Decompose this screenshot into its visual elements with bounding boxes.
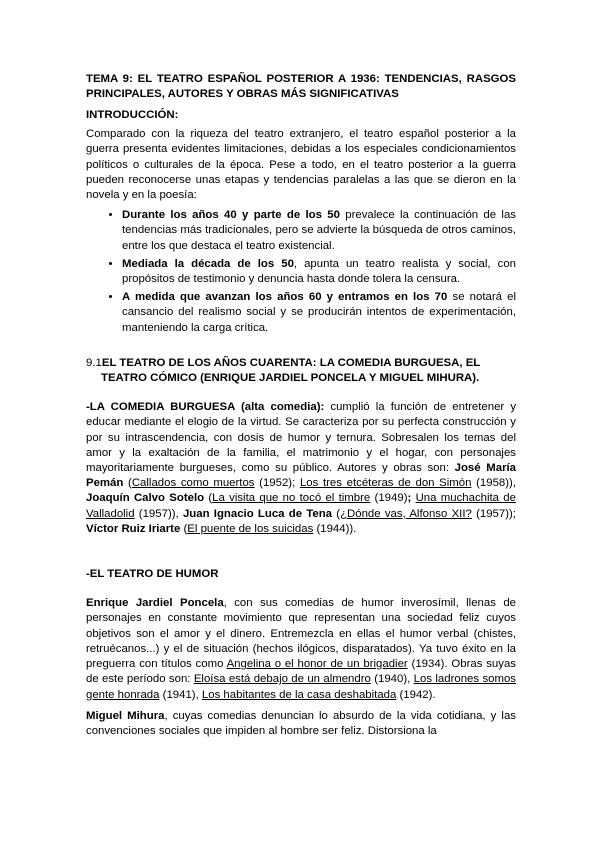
comedia-paragraph: -LA COMEDIA BURGUESA (alta comedia): cumplió la función de entretener y educar mediante el elogio de la virtud. Se caracteriza por su perfecta construcción y por su intrascendencia, con dosis de humor y ternura. Sobresalen los temas del amor y la exaltación de la familia, el matrimonio y el hogar, con personajes mayoritariamente burgueses, como su público. Autores y obras son: José María Pemán (Callados como muertos (1952); Los tres etcéteras de don Simón (1958)), Joaquín Calvo Sotelo (La visita que no tocó el timbre (1949); Una muchachita de Valladolid (1957)), Juan Ignacio Luca de Tena (¿Dónde vas, Alfonso XII? (1957)); Víctor Ruiz Iriarte (El puente de los suicidas (1944)).: [86, 401, 517, 535]
list-item: • A medida que avanzan los años 60 y entramos en los 70 se notará el cansancio del realismo social y se producirán intentos de experimentación, manteniendo la carga crítica.: [122, 290, 516, 336]
section-title-line2: TEATRO CÓMICO (ENRIQUE JARDIEL PONCELA Y MIGUEL MIHURA).: [101, 372, 480, 385]
page-title: TEMA 9: EL TEATRO ESPAÑOL POSTERIOR A 1936: TENDENCIAS, RASGOS PRINCIPALES, AUTORES Y OBRAS MÁS SIGNIFICATIVAS: [86, 73, 516, 100]
section-heading: [86, 356, 516, 371]
jardiel-paragraph: Enrique Jardiel Poncela, con sus comedias de humor inverosímil, llenas de personajes en constante movimiento que representan una sociedad feliz cuyos objetivos son el amor y el dinero. Entremezcla en ellas el humor verbal (chistes, retruécanos...) y el de situación (hechos ilógicos, disparatados). Ya tuvo éxito en la preguerra con títulos como Angelina o el honor de un brigadier (1934). Obras suyas de este período son: Eloísa está debajo de un almendro (1940), Los ladrones somos gente honrada (1941), Los habitantes de la casa deshabitada (1942).: [86, 597, 517, 701]
mihura-paragraph: Miguel Mihura, cuyas comedias denuncian lo absurdo de la vida cotidiana, y las convenciones sociales que impiden al hombre ser feliz. Distorsiona la: [86, 709, 516, 737]
section-number: 9.1: [86, 356, 102, 369]
page-content: [86, 72, 516, 739]
list-item: • Durante los años 40 y parte de los 50 prevalece la continuación de las tendencias más tradicionales, pero se advierte la búsqueda de otros caminos, entre los que destaca el teatro existencial.: [122, 208, 516, 254]
list-item: • Mediada la década de los 50, apunta un teatro realista y social, con propósitos de testimonio y denuncia hasta donde tolera la censura.: [122, 257, 516, 287]
intro-paragraph: Comparado con la riqueza del teatro extranjero, el teatro español posterior a la guerra presenta evidentes limitaciones, debidas a los especiales condicionamientos políticos o culturales de la época. Pese a todo, en el teatro posterior a la guerra pueden reconocerse unas etapas y tendencias paralelas a las que se dieron en la novela y en la poesía:: [86, 128, 516, 202]
stages-list: [86, 208, 516, 336]
intro-heading: INTRODUCCIÓN:: [86, 109, 179, 121]
section-title-line1: EL TEATRO DE LOS AÑOS CUARENTA: LA COMEDIA BURGUESA, EL: [101, 356, 481, 369]
comedia-label: -LA COMEDIA BURGUESA (alta comedia):: [86, 401, 325, 414]
humor-heading: -EL TEATRO DE HUMOR: [86, 568, 219, 581]
